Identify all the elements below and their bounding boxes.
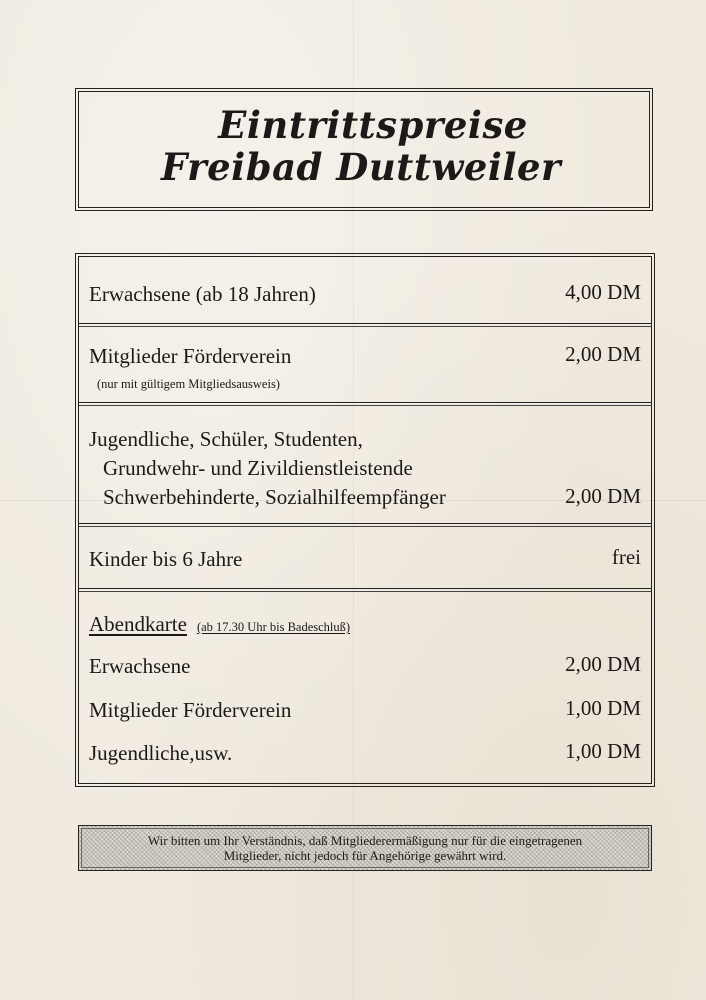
youth-line-2: Grundwehr- und Zivildienstleistende — [103, 456, 413, 480]
member-discount-notice — [78, 825, 652, 871]
members-label: Mitglieder Förderverein — [89, 344, 292, 368]
notice-line-2: Mitglieder, nicht jedoch für Angehörige gewährt wird. — [223, 848, 507, 863]
evening-members-label: Mitglieder Förderverein — [89, 698, 292, 722]
children-price: frei — [611, 545, 641, 569]
evening-heading: Abendkarte — [89, 612, 187, 636]
members-price: 2,00 DM — [565, 342, 641, 366]
title-line-1: Eintrittspreise — [218, 103, 528, 147]
youth-line-1: Jugendliche, Schüler, Studenten, — [89, 427, 363, 451]
row-youth — [79, 406, 651, 524]
members-note: (nur mit gültigem Mitgliedsausweis) — [97, 377, 280, 391]
evening-adults-price: 2,00 DM — [565, 652, 641, 676]
evening-heading-line — [89, 612, 350, 639]
evening-youth-price: 1,00 DM — [565, 739, 641, 763]
notice-line-1: Wir bitten um Ihr Verständnis, daß Mitgliederermäßigung nur für die eingetragenen — [147, 833, 583, 848]
title-box — [78, 91, 650, 208]
adults-label: Erwachsene (ab 18 Jahren) — [89, 282, 316, 306]
price-table — [78, 256, 652, 784]
row-adults — [79, 257, 651, 324]
youth-price: 2,00 DM — [565, 484, 641, 508]
row-evening — [79, 592, 651, 783]
title-line-2: Freibad Duttweiler — [160, 145, 561, 189]
youth-line-3: Schwerbehinderte, Sozialhilfeempfänger — [103, 485, 446, 509]
evening-heading-note: (ab 17.30 Uhr bis Badeschluß) — [196, 620, 351, 634]
evening-adults-label: Erwachsene — [89, 654, 191, 678]
adults-price: 4,00 DM — [565, 280, 641, 304]
evening-members-price: 1,00 DM — [565, 696, 641, 720]
children-label: Kinder bis 6 Jahre — [89, 547, 243, 571]
evening-youth-label: Jugendliche,usw. — [89, 741, 233, 765]
row-children — [79, 527, 651, 589]
row-members — [79, 327, 651, 403]
